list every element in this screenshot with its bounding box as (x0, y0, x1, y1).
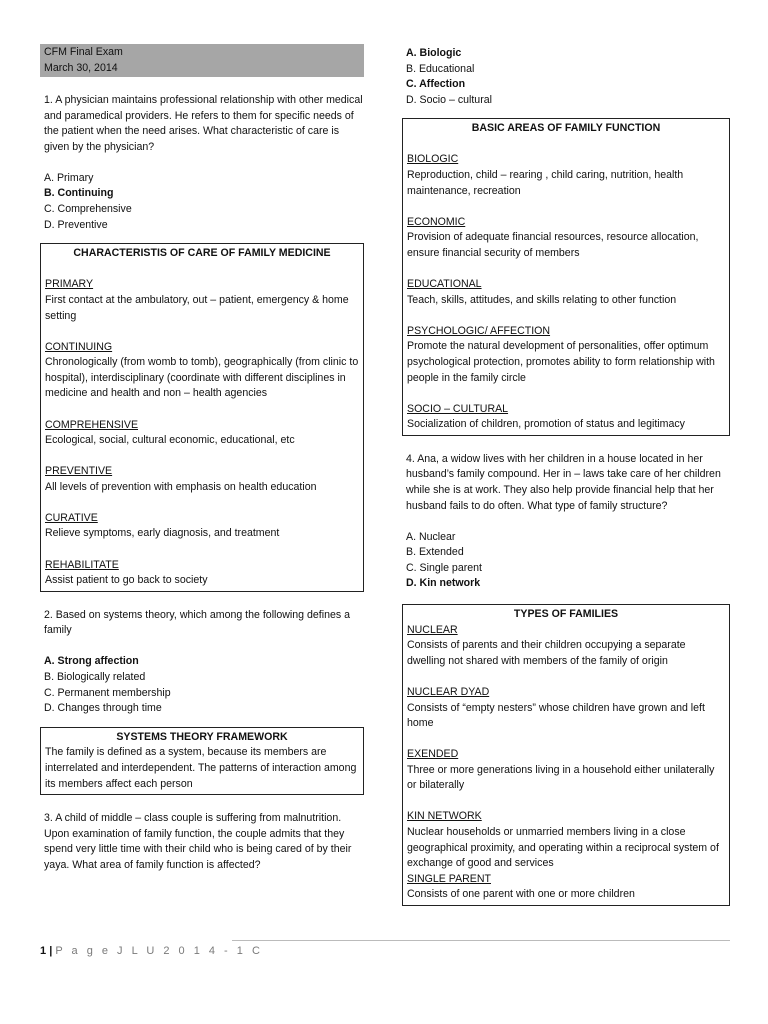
section-text: Consists of “empty nesters” whose children have grown and left home (407, 701, 705, 730)
section-heading: ECONOMIC (407, 215, 466, 228)
section-text: First contact at the ambulatory, out – patient, emergency & home setting (45, 293, 349, 322)
family-function-title: BASIC AREAS OF FAMILY FUNCTION (471, 122, 661, 135)
question-1-options (44, 171, 364, 233)
footer-label: P a g e J L U 2 0 1 4 - 1 C (55, 945, 263, 957)
question-2: 2. Based on systems theory, which among the following defines a family (44, 608, 351, 637)
q2-option-d: D. Changes through time (44, 702, 162, 715)
section-heading: SINGLE PARENT (407, 872, 491, 885)
systems-theory-text: The family is defined as a system, because its members are interrelated and interdependent. The patterns of interaction among its members affect each person (45, 746, 357, 790)
footer-separator: | (49, 945, 53, 957)
section-text: Relieve symptoms, early diagnosis, and treatment (45, 527, 280, 540)
q2-option-c: C. Permanent membership (44, 686, 171, 699)
q3-option-b: B. Educational (406, 62, 475, 75)
q3-option-a-answer: A. Biologic (406, 47, 462, 59)
characteristics-box (40, 243, 364, 592)
section-heading: SOCIO – CULTURAL (407, 402, 509, 415)
q3-option-c-answer: C. Affection (406, 78, 466, 91)
section-heading: CONTINUING (45, 340, 113, 353)
q2-option-a-answer: A. Strong affection (44, 655, 139, 668)
q4-option-d-answer: D. Kin network (406, 577, 481, 590)
exam-date: March 30, 2014 (44, 61, 118, 74)
section-text: Provision of adequate financial resources, resource allocation, ensure financial security of members (407, 231, 699, 259)
question-2-options (44, 654, 364, 716)
section-text: Teach, skills, attitudes, and skills relating to other function (407, 293, 677, 306)
section-text: Promote the natural development of personalities, offer optimum psychological protection, promotes ability to form relationship with people in the family circle (407, 340, 715, 384)
family-types-box (402, 604, 730, 906)
section-text: Consists of one parent with one or more children (407, 888, 635, 901)
section-text: Reproduction, child – rearing , child caring, nutrition, health maintenance, recreation (407, 169, 684, 197)
section-heading: KIN NETWORK (407, 810, 482, 823)
q2-option-b: B. Biologically related (44, 671, 146, 684)
section-heading: REHABILITATE (45, 558, 119, 571)
family-function-box (402, 118, 730, 435)
section-text: All levels of prevention with emphasis on health education (45, 480, 317, 493)
section-heading: NUCLEAR (407, 623, 458, 636)
q3-option-d: D. Socio – cultural (406, 93, 492, 106)
characteristics-title: CHARACTERISTIS OF CARE OF FAMILY MEDICINE (73, 247, 331, 260)
q4-option-a: A. Nuclear (406, 530, 456, 543)
q1-option-a: A. Primary (44, 171, 94, 184)
section-heading: CURATIVE (45, 511, 98, 524)
section-text: Socialization of children, promotion of status and legitimacy (407, 418, 685, 431)
section-text: Three or more generations living in a household either unilaterally or bilaterally (407, 763, 715, 792)
section-text: Nuclear households or unmarried members living in a close geographical proximity, and operating within a reciprocal system of exchange of good and services (407, 826, 719, 870)
section-heading: NUCLEAR DYAD (407, 685, 490, 698)
section-text: Assist patient to go back to society (45, 574, 208, 587)
exam-header (40, 44, 364, 77)
q1-option-c: C. Comprehensive (44, 203, 132, 216)
section-text: Consists of parents and their children occupying a separate dwelling not shared with members of the family of origin (407, 639, 686, 667)
section-text: Ecological, social, cultural economic, educational, etc (45, 434, 295, 447)
section-heading: PSYCHOLOGIC/ AFFECTION (407, 324, 551, 337)
q4-option-c: C. Single parent (406, 561, 482, 574)
systems-theory-title: SYSTEMS THEORY FRAMEWORK (116, 730, 288, 743)
section-heading: PRIMARY (45, 278, 94, 291)
question-1: 1. A physician maintains professional relationship with other medical and paramedical providers. He refers to them for specific needs of the patient when the need arises. What characteristic of care is given by the physician? (44, 94, 363, 153)
family-types-title: TYPES OF FAMILIES (513, 608, 619, 621)
section-heading: EDUCATIONAL (407, 278, 482, 291)
question-4: 4. Ana, a widow lives with her children in a house located in her husband’s family compound. Her in – laws take care of her children while she is at work. They also help provide financial help that her husband fails to do often. What type of family structure? (406, 452, 721, 512)
section-text: Chronologically (from womb to tomb), geographically (from clinic to hospital), interdisciplinary (coordinate with different disciplines in medicine and health and non – health agencies (45, 356, 359, 400)
q1-option-d: D. Preventive (44, 218, 108, 231)
footer-rule (232, 940, 730, 941)
question-3: 3. A child of middle – class couple is suffering from malnutrition. Upon examination of family function, the couple admits that they spend very little time with their child who is being cared of by their yaya. What area of family function is affected? (44, 812, 352, 871)
section-heading: COMPREHENSIVE (45, 418, 139, 431)
left-column (40, 44, 364, 874)
section-heading: EXENDED (407, 748, 459, 761)
page-number: 1 (40, 945, 47, 957)
page-footer (40, 944, 263, 960)
question-4-options (406, 530, 730, 592)
question-3-options (406, 46, 730, 108)
systems-theory-box (40, 727, 364, 795)
right-column (402, 46, 730, 906)
section-heading: PREVENTIVE (45, 465, 113, 478)
q4-option-b: B. Extended (406, 546, 464, 559)
exam-title: CFM Final Exam (44, 46, 123, 58)
section-heading: BIOLOGIC (407, 153, 459, 166)
q1-option-b-answer: B. Continuing (44, 187, 114, 200)
